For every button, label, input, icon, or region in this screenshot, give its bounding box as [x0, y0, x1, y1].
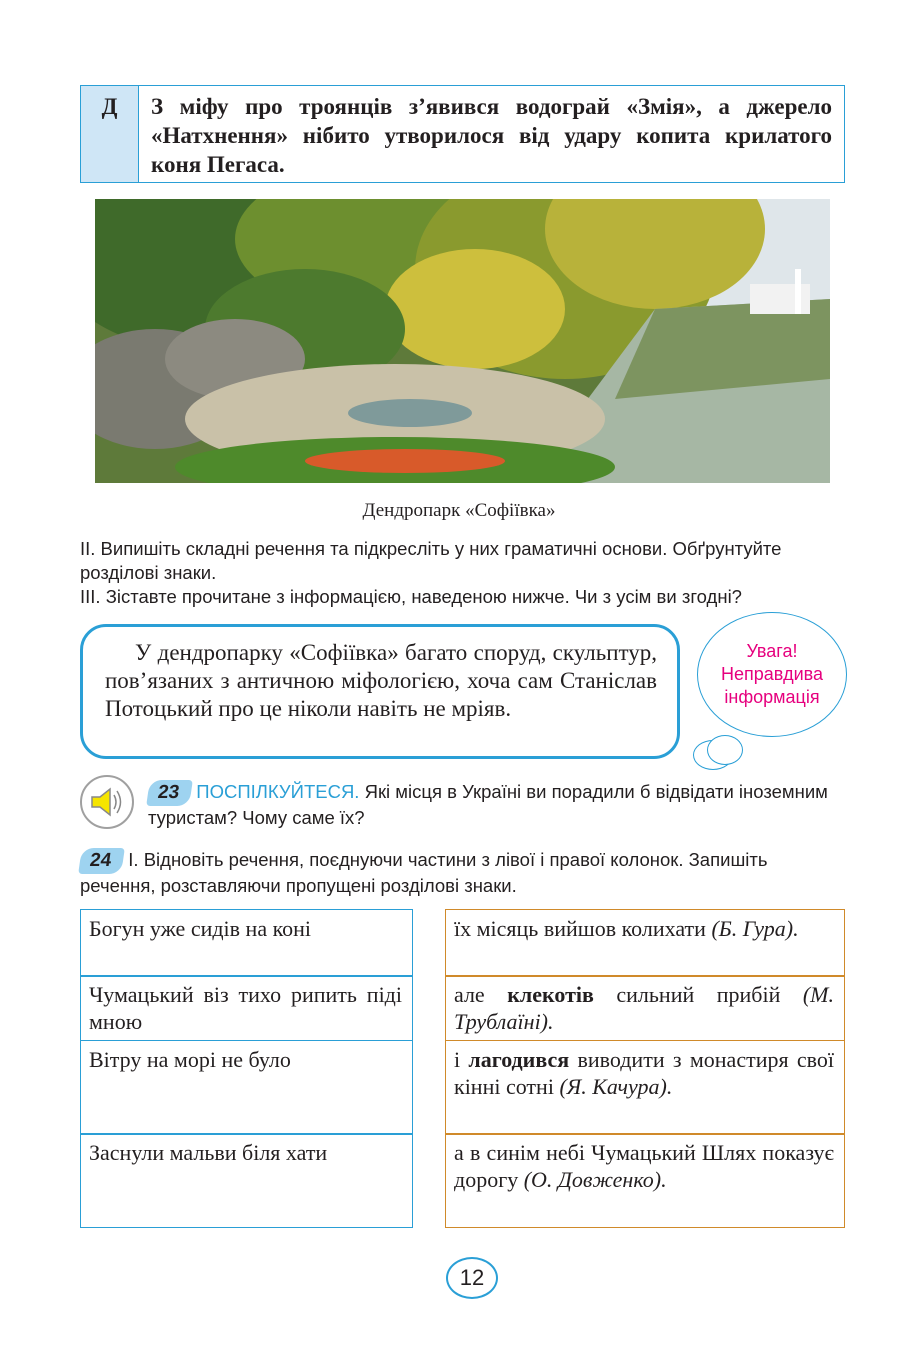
right-cell [445, 1040, 845, 1135]
page-number: 12 [446, 1257, 498, 1299]
warning-line-2: Неправдива [720, 664, 824, 684]
left-cell: Заснули мальви біля хати [80, 1133, 413, 1228]
right-cell-bold: клекотів [507, 982, 594, 1007]
warning-text [697, 640, 847, 709]
task-iii-text: III. Зіставте прочитане з інформацією, наведеною нижче. Чи з усім ви згодні? [80, 586, 742, 607]
photo-caption: Дендропарк «Софіївка» [362, 500, 556, 521]
task-24 [80, 848, 847, 898]
box-text: З міфу про троянців з’явився водограй «Змія», а джерело «Натхнення» нібито утворилося від удару копита крилатого коня Пегаса. [151, 94, 832, 177]
right-cell-text: і [454, 1046, 469, 1072]
left-cell: Чумацький віз тихо рипить піді мною [80, 975, 413, 1041]
left-column [80, 910, 413, 1228]
right-cell [445, 909, 845, 977]
task-24-text: І. Відновіть речення, поєднуючи частини з лівої і правої колонок. Запишіть речення, розставляючи пропущені розділові знаки. [80, 849, 768, 896]
right-cell [445, 1133, 845, 1228]
right-cell-author: (Я. Качура). [559, 1073, 673, 1099]
task-23-number: 23 [146, 780, 193, 806]
box-letter: Д [81, 86, 139, 182]
task-23-text: Які місця в Україні ви порадили б відвідати іноземним туристам? Чому саме їх? [148, 781, 828, 828]
right-cell-text: але [454, 982, 508, 1007]
park-photo [95, 199, 830, 483]
warning-line-1: Увага! [746, 641, 798, 661]
right-column [445, 910, 845, 1228]
info-box-text: У дендропарку «Софіївка» багато споруд, скульптур, пов’язаних з античною міфологією, хоча сам Станіслав Потоцький про це ніколи навіть не мріяв. [105, 640, 657, 721]
left-cell: Вітру на морі не було [80, 1040, 413, 1135]
myth-box [80, 85, 845, 183]
right-cell [445, 975, 845, 1041]
right-cell-text: а в синім небі Чумацький Шлях показує дорогу [454, 1140, 834, 1192]
bubble-tail [707, 735, 743, 765]
info-box [80, 624, 680, 759]
right-cell-text: виводити з монастиря свої кінні сотні [454, 1046, 834, 1099]
speaker-icon[interactable] [80, 775, 134, 829]
right-cell-bold: лагодився [468, 1046, 570, 1072]
task-23 [148, 780, 848, 830]
warning-line-3: інформація [724, 687, 820, 707]
right-cell-text: сильний прибій [593, 982, 803, 1007]
left-cell: Богун уже сидів на коні [80, 909, 413, 977]
right-cell-author: (Б. Гура). [711, 915, 799, 941]
right-cell-author: (О. Довженко). [523, 1167, 667, 1192]
task-ii-text: II. Випишіть складні речення та підкресліть у них граматичні основи. Обґрунтуйте розділові знаки. [80, 538, 782, 583]
right-cell-author: (М. Трублаїні). [454, 982, 835, 1034]
task-23-keyword: ПОСПІЛКУЙТЕСЯ. [196, 781, 360, 802]
task-24-number: 24 [78, 848, 125, 874]
right-cell-text: їх місяць вийшов колихати [454, 915, 712, 941]
